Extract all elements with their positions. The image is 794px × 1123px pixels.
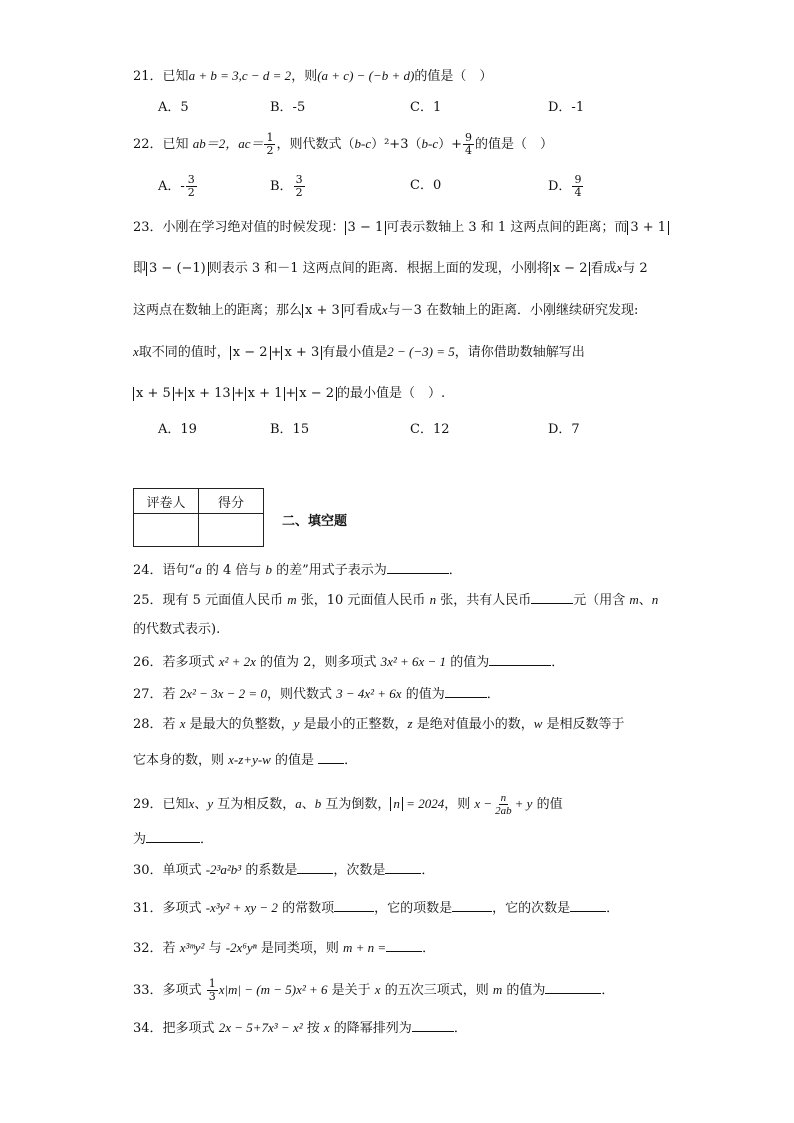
q30-degree-blank[interactable] [385, 861, 421, 874]
q21-text: 已知 [162, 69, 189, 84]
var-w: w [533, 716, 543, 731]
q26-answer-blank[interactable] [489, 653, 551, 666]
q22-text-mid3: ）+ [438, 137, 462, 152]
text: 28．若 [133, 717, 180, 732]
question-29-line-2 [133, 830, 213, 850]
text: 的差”用式子表示为 [272, 563, 387, 578]
frac-num: 3 [295, 173, 303, 186]
q23-option-a: A．19 [158, 422, 197, 437]
question-26 [133, 652, 564, 673]
var-x: x [381, 302, 388, 317]
frac-den: 2 [295, 186, 303, 199]
text: 25．现有 5 元面值人民币 [133, 593, 288, 608]
expr: -2x⁶yⁿ [225, 940, 257, 955]
var-m: m [287, 592, 297, 607]
text: 与 2 [622, 261, 648, 276]
option-label: D． [548, 179, 572, 194]
text: 的 4 倍与 [201, 563, 266, 578]
text: 张，共有人民币 [436, 593, 532, 608]
q23-option-d: D．7 [548, 422, 580, 437]
frac-den: 4 [574, 186, 582, 199]
question-28-line-1 [133, 714, 625, 735]
q22-text-mid2: ）²+3（ [371, 137, 422, 152]
text: 的系数是 [241, 863, 298, 878]
q22-option-d [548, 174, 584, 199]
question-25-line-1 [133, 590, 658, 611]
frac-num: 1 [266, 131, 274, 144]
frac-num: n [500, 792, 507, 804]
q21-text-post: 的值是（ ） [414, 69, 493, 84]
question-22 [133, 132, 553, 157]
text: 、 [194, 797, 208, 812]
var-x: x [188, 796, 195, 811]
text: ． [601, 983, 615, 998]
q25-answer-blank[interactable] [531, 591, 573, 604]
expr: m + n = [342, 940, 387, 955]
text: 34．把多项式 [133, 1021, 219, 1036]
text: 按 [302, 1021, 324, 1036]
q22-fraction-half [264, 132, 275, 157]
q31-constant-blank[interactable] [334, 899, 374, 912]
text: 的值为 [446, 655, 490, 670]
text: 是最小的正整数， [299, 717, 408, 732]
abs-expr: 3 + 1 [627, 221, 669, 235]
text: 互为相反数， [213, 797, 296, 812]
var-x: x [133, 344, 139, 359]
text: 、 [301, 797, 315, 812]
plus: + [233, 386, 245, 401]
var-b: b [314, 796, 322, 811]
text: 是最大的负整数， [185, 717, 294, 732]
option-fraction [572, 174, 583, 199]
q21-option-b: B．-5 [270, 100, 306, 115]
plus: + [285, 386, 297, 401]
frac-num: 3 [187, 173, 195, 186]
text: 这两点在数轴上的距离；那么 [133, 303, 303, 318]
question-23-line-1 [133, 218, 669, 238]
question-25-line-2: 的代数式表示). [133, 622, 221, 637]
frac-num: 9 [465, 131, 472, 144]
var-x: x [374, 982, 381, 997]
text: ，它的次数是 [492, 901, 571, 916]
text: 是同类项，则 [256, 941, 343, 956]
text: 、 [638, 593, 652, 608]
var-a: a [195, 562, 202, 577]
q22-fraction-nine-fourths [463, 132, 474, 157]
var-n: n [429, 592, 437, 607]
text: ． [421, 863, 435, 878]
abs-expr: x − 2 [296, 387, 337, 401]
abs-expr: x − 2 [230, 346, 271, 360]
score-table [133, 488, 264, 547]
text: 可看成 [342, 303, 382, 318]
section-title: 二、填空题 [282, 514, 348, 529]
var-x: x [323, 1020, 330, 1035]
frac-den: 3 [208, 990, 216, 1003]
score-table-header-score: 得分 [199, 489, 264, 514]
abs-expr: x + 3 [302, 304, 343, 318]
text: 可表示数轴上 3 和 1 这两点间的距离；而 [386, 220, 628, 235]
text: 则表示 3 和－1 这两点间的距离．根据上面的发现，小刚将 [208, 261, 550, 276]
q22-bc-1: b-c [354, 136, 372, 151]
text: 元（用含 [573, 593, 630, 608]
score-table-score-cell[interactable] [199, 514, 264, 547]
text: 23．小刚在学习绝对值的时候发现： [133, 220, 345, 235]
frac-den: 2 [187, 186, 195, 199]
var-x: x [616, 260, 623, 275]
expr: -x³y² + xy − 2 [205, 900, 278, 915]
text: ． [448, 563, 462, 578]
text: 的值为 [502, 983, 546, 998]
var-z: z [407, 716, 413, 731]
text: 即 [133, 261, 147, 276]
q32-answer-blank[interactable] [386, 939, 422, 952]
text: 是关于 [327, 983, 375, 998]
var-m: m [629, 592, 639, 607]
q21-condition: a + b = 3,c − d = 2 [188, 68, 292, 83]
expr: x-z+y-w [228, 752, 271, 767]
text: ． [606, 901, 620, 916]
abs-expr: x + 3 [281, 346, 322, 360]
var-b: b [265, 562, 273, 577]
frac-num: 9 [574, 173, 582, 186]
question-30 [133, 860, 434, 881]
text: ． [486, 687, 500, 702]
text: 的值为 [401, 687, 445, 702]
q21-expression: (a + c) − (−b + d) [317, 68, 415, 83]
question-24 [133, 560, 462, 581]
q31-terms-blank[interactable] [452, 899, 492, 912]
text: ． [453, 1021, 467, 1036]
expr: x|m| − (m − 5)x² + 6 [218, 982, 328, 997]
q21-text-mid: ，则 [291, 69, 318, 84]
abs-expr: x + 1 [245, 387, 286, 401]
text: ，则 [444, 797, 475, 812]
var-x: x [179, 716, 186, 731]
q21-option-d: D．-1 [548, 100, 585, 115]
text: 与 [204, 941, 226, 956]
plus: + [270, 345, 282, 360]
expr: 2x² − 3x − 2 = 0 [179, 686, 267, 701]
expr: 2x − 5+7x³ − x² [218, 1020, 303, 1035]
text: 是相反数等于 [542, 717, 625, 732]
expr: + y [514, 796, 533, 811]
q22-number: 22． [133, 137, 163, 152]
frac-den: 4 [465, 144, 472, 157]
text: 的五次三项式，则 [380, 983, 493, 998]
text: 24．语句“ [133, 563, 196, 578]
text: ，它的项数是 [374, 901, 453, 916]
q22-bc-2: b-c [421, 136, 439, 151]
q27-answer-blank[interactable] [445, 685, 487, 698]
abs-expr: x + 13 [185, 387, 234, 401]
text: 27．若 [133, 687, 180, 702]
expr: 3x² + 6x − 1 [380, 654, 447, 669]
option-fraction [294, 174, 305, 199]
expr: = 2024 [402, 796, 445, 811]
abs-expr: 3 − 1 [345, 221, 387, 235]
abs-expr: n [390, 797, 403, 811]
q22-option-b [270, 174, 306, 199]
text: 31．多项式 [133, 901, 206, 916]
q21-option-c: C．1 [410, 100, 442, 115]
text: 的值是 [270, 753, 319, 768]
text: 它本身的数，则 [133, 753, 229, 768]
question-33 [133, 978, 614, 1003]
question-28-line-2 [133, 750, 357, 771]
text: 32．若 [133, 941, 180, 956]
abs-expr: 3 − (−1) [146, 262, 209, 276]
option-label: A．- [158, 179, 185, 194]
question-32 [133, 938, 435, 959]
text: ． [422, 941, 436, 956]
text: 是绝对值最小的数， [412, 717, 534, 732]
q22-option-a [158, 174, 198, 199]
q22-option-c: C．0 [410, 178, 442, 193]
question-23-line-2 [133, 258, 648, 279]
var-y: y [293, 716, 300, 731]
text: 张，10 元面值人民币 [296, 593, 430, 608]
text: 26．若多项式 [133, 655, 219, 670]
var-y: y [207, 796, 214, 811]
q34-answer-blank[interactable] [412, 1019, 454, 1032]
q24-answer-blank[interactable] [387, 561, 449, 574]
text: ． [344, 753, 358, 768]
option-label: B． [270, 179, 293, 194]
text: ，次数是 [333, 863, 386, 878]
question-23-line-3 [133, 300, 638, 321]
q29-fraction [493, 792, 514, 817]
text: 互为倒数， [321, 797, 391, 812]
q23-option-b: B．15 [270, 422, 310, 437]
q28-answer-blank[interactable] [318, 751, 344, 764]
text: 的降幂排列为 [329, 1021, 412, 1036]
q31-degree-blank[interactable] [570, 899, 606, 912]
plus: + [173, 386, 185, 401]
question-29-line-1 [133, 792, 563, 817]
text: ，请你借助数轴解写出 [454, 345, 585, 360]
score-table-header-grader: 评卷人 [134, 489, 199, 514]
text: 取不同的值时， [138, 345, 230, 360]
var-m: m [492, 982, 503, 997]
text: 的值 [532, 797, 563, 812]
q22-text: 已知 [162, 137, 193, 152]
frac-den: 2 [266, 144, 274, 157]
abs-expr: x − 2 [550, 262, 591, 276]
var-n: n [651, 592, 659, 607]
abs-expr: x + 5 [133, 387, 174, 401]
expr: -2³a²b³ [205, 862, 242, 877]
q22-condition: ab＝2，ac＝ [192, 136, 264, 151]
text: 的常数项 [277, 901, 335, 916]
q23-option-c: C．12 [410, 422, 450, 437]
q29-answer-blank[interactable] [146, 830, 200, 843]
expr: 2 − (−3) = 5 [387, 344, 455, 359]
text: 的值为 2，则多项式 [255, 655, 381, 670]
text: 有最小值是 [322, 345, 388, 360]
var-a: a [295, 796, 302, 811]
q22-text-post: 的值是（ ） [475, 137, 554, 152]
q33-fraction [207, 978, 218, 1003]
text: 与－3 在数轴上的距离．小刚继续研究发现: [387, 303, 639, 318]
expr: x³ᵐy² [179, 940, 205, 955]
question-23-line-4 [133, 342, 585, 363]
text: 看成 [590, 261, 617, 276]
text: 的最小值是（ ）. [337, 386, 446, 401]
text: ． [200, 832, 214, 847]
frac-num: 1 [208, 977, 216, 990]
text: 30．单项式 [133, 863, 206, 878]
frac-den: 2ab [495, 805, 512, 817]
text: ． [551, 655, 565, 670]
text: 为 [133, 832, 147, 847]
text: 33．多项式 [133, 983, 206, 998]
score-table-grader-cell[interactable] [134, 514, 199, 547]
q33-answer-blank[interactable] [545, 981, 601, 994]
text: 29．已知 [133, 797, 189, 812]
question-23-line-5 [133, 384, 445, 404]
expr: 3 − 4x² + 6x [336, 686, 402, 701]
question-34 [133, 1018, 467, 1039]
q30-coefficient-blank[interactable] [297, 861, 333, 874]
expr: x² + 2x [218, 654, 256, 669]
text: ，则代数式 [266, 687, 337, 702]
question-21 [133, 66, 492, 87]
question-27 [133, 684, 500, 705]
q21-number: 21． [133, 69, 163, 84]
q22-text-mid: ，则代数式（ [276, 137, 355, 152]
option-fraction [186, 174, 197, 199]
expr: x − [474, 796, 493, 811]
question-31 [133, 898, 619, 919]
q21-option-a: A．5 [158, 100, 189, 115]
